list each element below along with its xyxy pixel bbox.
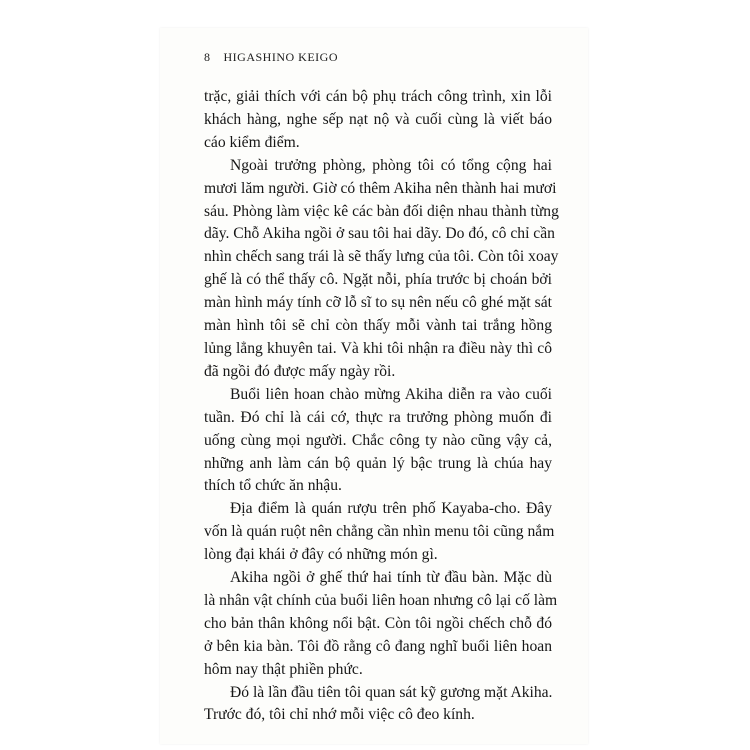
- text-line: nhìn chếch sang trái là sẽ thấy lưng của tôi. Còn tôi xoay: [204, 248, 559, 266]
- paragraph: [204, 384, 552, 499]
- text-line: Đó là lần đầu tiên tôi quan sát kỹ gương mặt Akiha.: [230, 683, 553, 701]
- page-number: 8: [204, 50, 211, 64]
- text-line: những anh làm cán bộ quản lý bậc trung là chúa hay: [204, 454, 552, 472]
- text-line: uống cùng mọi người. Chắc công ty nào cũng vậy cả,: [204, 431, 552, 449]
- running-title: HIGASHINO KEIGO: [223, 50, 338, 64]
- text-line: tuần. Đó chỉ là cái cớ, thực ra trưởng phòng muốn đi: [204, 408, 552, 426]
- paragraph: [204, 682, 552, 728]
- text-line: dãy. Chỗ Akiha ngồi ở sau tôi hai dãy. Do đó, cô chỉ cần: [204, 225, 555, 243]
- text-line: ghế là có thể thấy cô. Ngặt nỗi, phía trước bị choán bởi: [204, 271, 552, 289]
- text-line: vốn là quán ruột nên chẳng cần nhìn menu tôi cũng nắm: [204, 523, 555, 541]
- text-line: là nhân vật chính của buổi liên hoan nhưng cô lại cố làm: [204, 591, 558, 609]
- text-line: ở bên kia bàn. Tôi đồ rằng cô đang nghĩ buổi liên hoan: [204, 637, 552, 655]
- paragraph: [204, 567, 558, 682]
- running-header: [204, 50, 338, 65]
- text-line: màn hình tôi sẽ chỉ còn thấy mỗi vành tai trắng hồng: [204, 317, 552, 335]
- text-line: màn hình máy tính cỡ lỗ sĩ to sụ nên nếu cô ghé mặt sát: [204, 294, 552, 312]
- text-line: Akiha ngồi ở ghế thứ hai tính từ đầu bàn. Mặc dù: [230, 569, 552, 587]
- text-line: sáu. Phòng làm việc kê các bàn đối diện nhau thành từng: [204, 202, 559, 220]
- text-line: cáo kiểm điểm.: [204, 133, 300, 151]
- text-line: hôm nay thật phiền phức.: [204, 660, 363, 678]
- text-line: Địa điểm là quán rượu trên phố Kayaba-cho. Đây: [230, 500, 552, 518]
- paragraph: [204, 86, 552, 155]
- paragraph: [204, 498, 555, 567]
- text-line: trặc, giải thích với cán bộ phụ trách công trình, xin lỗi: [204, 88, 552, 105]
- text-line: mươi lăm người. Giờ có thêm Akiha nên thành hai mươi: [204, 179, 557, 197]
- text-line: thích tổ chức ăn nhậu.: [204, 477, 342, 495]
- text-line: lủng lẳng khuyên tai. Và khi tôi nhận ra điều này thì cô: [204, 339, 552, 357]
- text-line: đã ngồi đó được mấy ngày rồi.: [204, 362, 396, 380]
- text-line: Buổi liên hoan chào mừng Akiha diễn ra vào cuối: [230, 385, 552, 403]
- body-text: [204, 86, 559, 727]
- text-line: cho bản thân không nổi bật. Còn tôi ngồi chếch chỗ đó: [204, 614, 552, 632]
- text-line: lòng đại khái ở đây có những món gì.: [204, 546, 438, 564]
- text-line: Trước đó, tôi chỉ nhớ mỗi việc cô đeo kính.: [204, 706, 475, 724]
- paragraph: [204, 155, 559, 384]
- text-line: Ngoài trưởng phòng, phòng tôi có tổng cộng hai: [230, 156, 552, 174]
- text-line: khách hàng, nghe sếp nạt nộ và cuối cùng là viết báo: [204, 110, 552, 128]
